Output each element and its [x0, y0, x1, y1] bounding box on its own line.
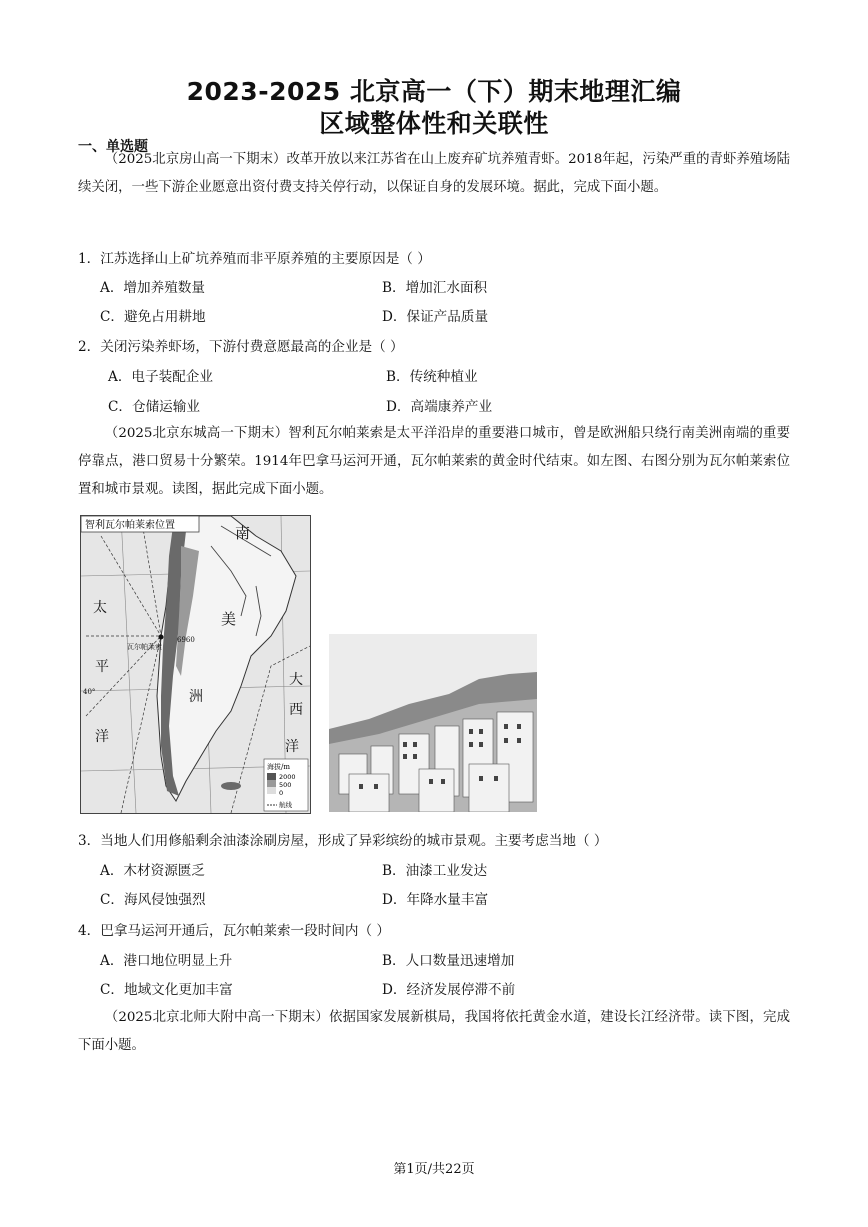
map-label-peak: 6960	[177, 636, 195, 644]
q3-option-d: D．年降水量丰富	[382, 892, 489, 908]
map-label-tai: 太	[93, 600, 107, 616]
map-legend	[264, 759, 308, 811]
legend-route: 航线	[279, 801, 292, 809]
map-label-xi: 西	[289, 702, 303, 718]
q4-option-c: C．地域文化更加丰富	[100, 982, 233, 998]
page-footer: 第1页/共22页	[393, 1162, 475, 1177]
q1-option-c: C．避免占用耕地	[100, 309, 206, 325]
map-label-nan: 南	[235, 524, 251, 542]
q4-option-a: A．港口地位明显上升	[100, 953, 233, 969]
legend-title: 海拔/m	[267, 763, 290, 771]
map-label-mei: 美	[221, 610, 237, 628]
q2-option-c: C．仓储运输业	[108, 399, 200, 415]
intro-paragraph-3: （2025北京北师大附中高一下期末）依据国家发展新棋局，我国将依托黄金水道，建设长江经济带。读下图，完成下面小题。	[78, 1010, 790, 1053]
map-label-yang2: 洋	[285, 739, 299, 755]
question-3: 3．当地人们用修船剩余油漆涂刷房屋，形成了异彩缤纷的城市景观。主要考虑当地（ ）	[78, 833, 608, 849]
map-label-lat40: 40°	[83, 688, 96, 696]
map-label-yang: 洋	[95, 729, 109, 745]
legend-v2: 500	[279, 781, 292, 789]
map-drawing	[81, 516, 310, 813]
map-label-ping: 平	[95, 659, 109, 675]
q3-option-a: A．木材资源匮乏	[100, 863, 205, 879]
q2-option-a: A．电子装配企业	[108, 369, 213, 385]
q1-option-b: B．增加汇水面积	[382, 280, 488, 296]
map-title: 智利瓦尔帕莱索位置	[85, 520, 175, 531]
valparaiso-city-photo	[329, 634, 537, 812]
question-1: 1．江苏选择山上矿坑养殖而非平原养殖的主要原因是（ ）	[78, 251, 431, 267]
city-marker	[159, 635, 164, 640]
valparaiso-location-map	[80, 515, 311, 814]
map-label-city: 瓦尔帕莱索	[127, 643, 162, 651]
map-label-da: 大	[289, 672, 303, 688]
q3-option-b: B．油漆工业发达	[382, 863, 488, 879]
q1-option-a: A．增加养殖数量	[100, 280, 205, 296]
intro-paragraph-1: （2025北京房山高一下期末）改革开放以来江苏省在山上废弃矿坑养殖青虾。2018年起，污染严重的青虾养殖场陆续关闭，一些下游企业愿意出资付费支持关停行动，以保证自身的发展环境。据此，完成下面小题。	[78, 152, 790, 195]
map-label-zhou: 洲	[189, 689, 203, 705]
q2-option-d: D．高端康养产业	[386, 399, 493, 415]
q2-option-b: B．传统种植业	[386, 369, 478, 385]
section-heading: 一、单选题	[78, 139, 148, 155]
legend-v3: 0	[279, 789, 284, 797]
page-title: 2023-2025 北京高一（下）期末地理汇编	[186, 77, 682, 106]
q4-option-d: D．经济发展停滞不前	[382, 982, 516, 998]
legend-v1: 2000	[279, 773, 296, 781]
page-subtitle: 区域整体性和关联性	[319, 109, 549, 138]
q3-option-c: C．海风侵蚀强烈	[100, 892, 206, 908]
question-4: 4．巴拿马运河开通后，瓦尔帕莱索一段时间内（ ）	[78, 923, 391, 939]
q1-option-d: D．保证产品质量	[382, 309, 489, 325]
question-2: 2．关闭污染养虾场，下游付费意愿最高的企业是（ ）	[78, 339, 404, 355]
q4-option-b: B．人口数量迅速增加	[382, 953, 515, 969]
intro-paragraph-2: （2025北京东城高一下期末）智利瓦尔帕莱索是太平洋沿岸的重要港口城市，曾是欧洲船只绕行南美洲南端的重要停靠点，港口贸易十分繁荣。1914年巴拿马运河开通，瓦尔帕莱索的黄金时代结束。如左图、右图分别为瓦尔帕莱索位置和城市景观。读图，据此完成下面小题。	[78, 426, 790, 497]
